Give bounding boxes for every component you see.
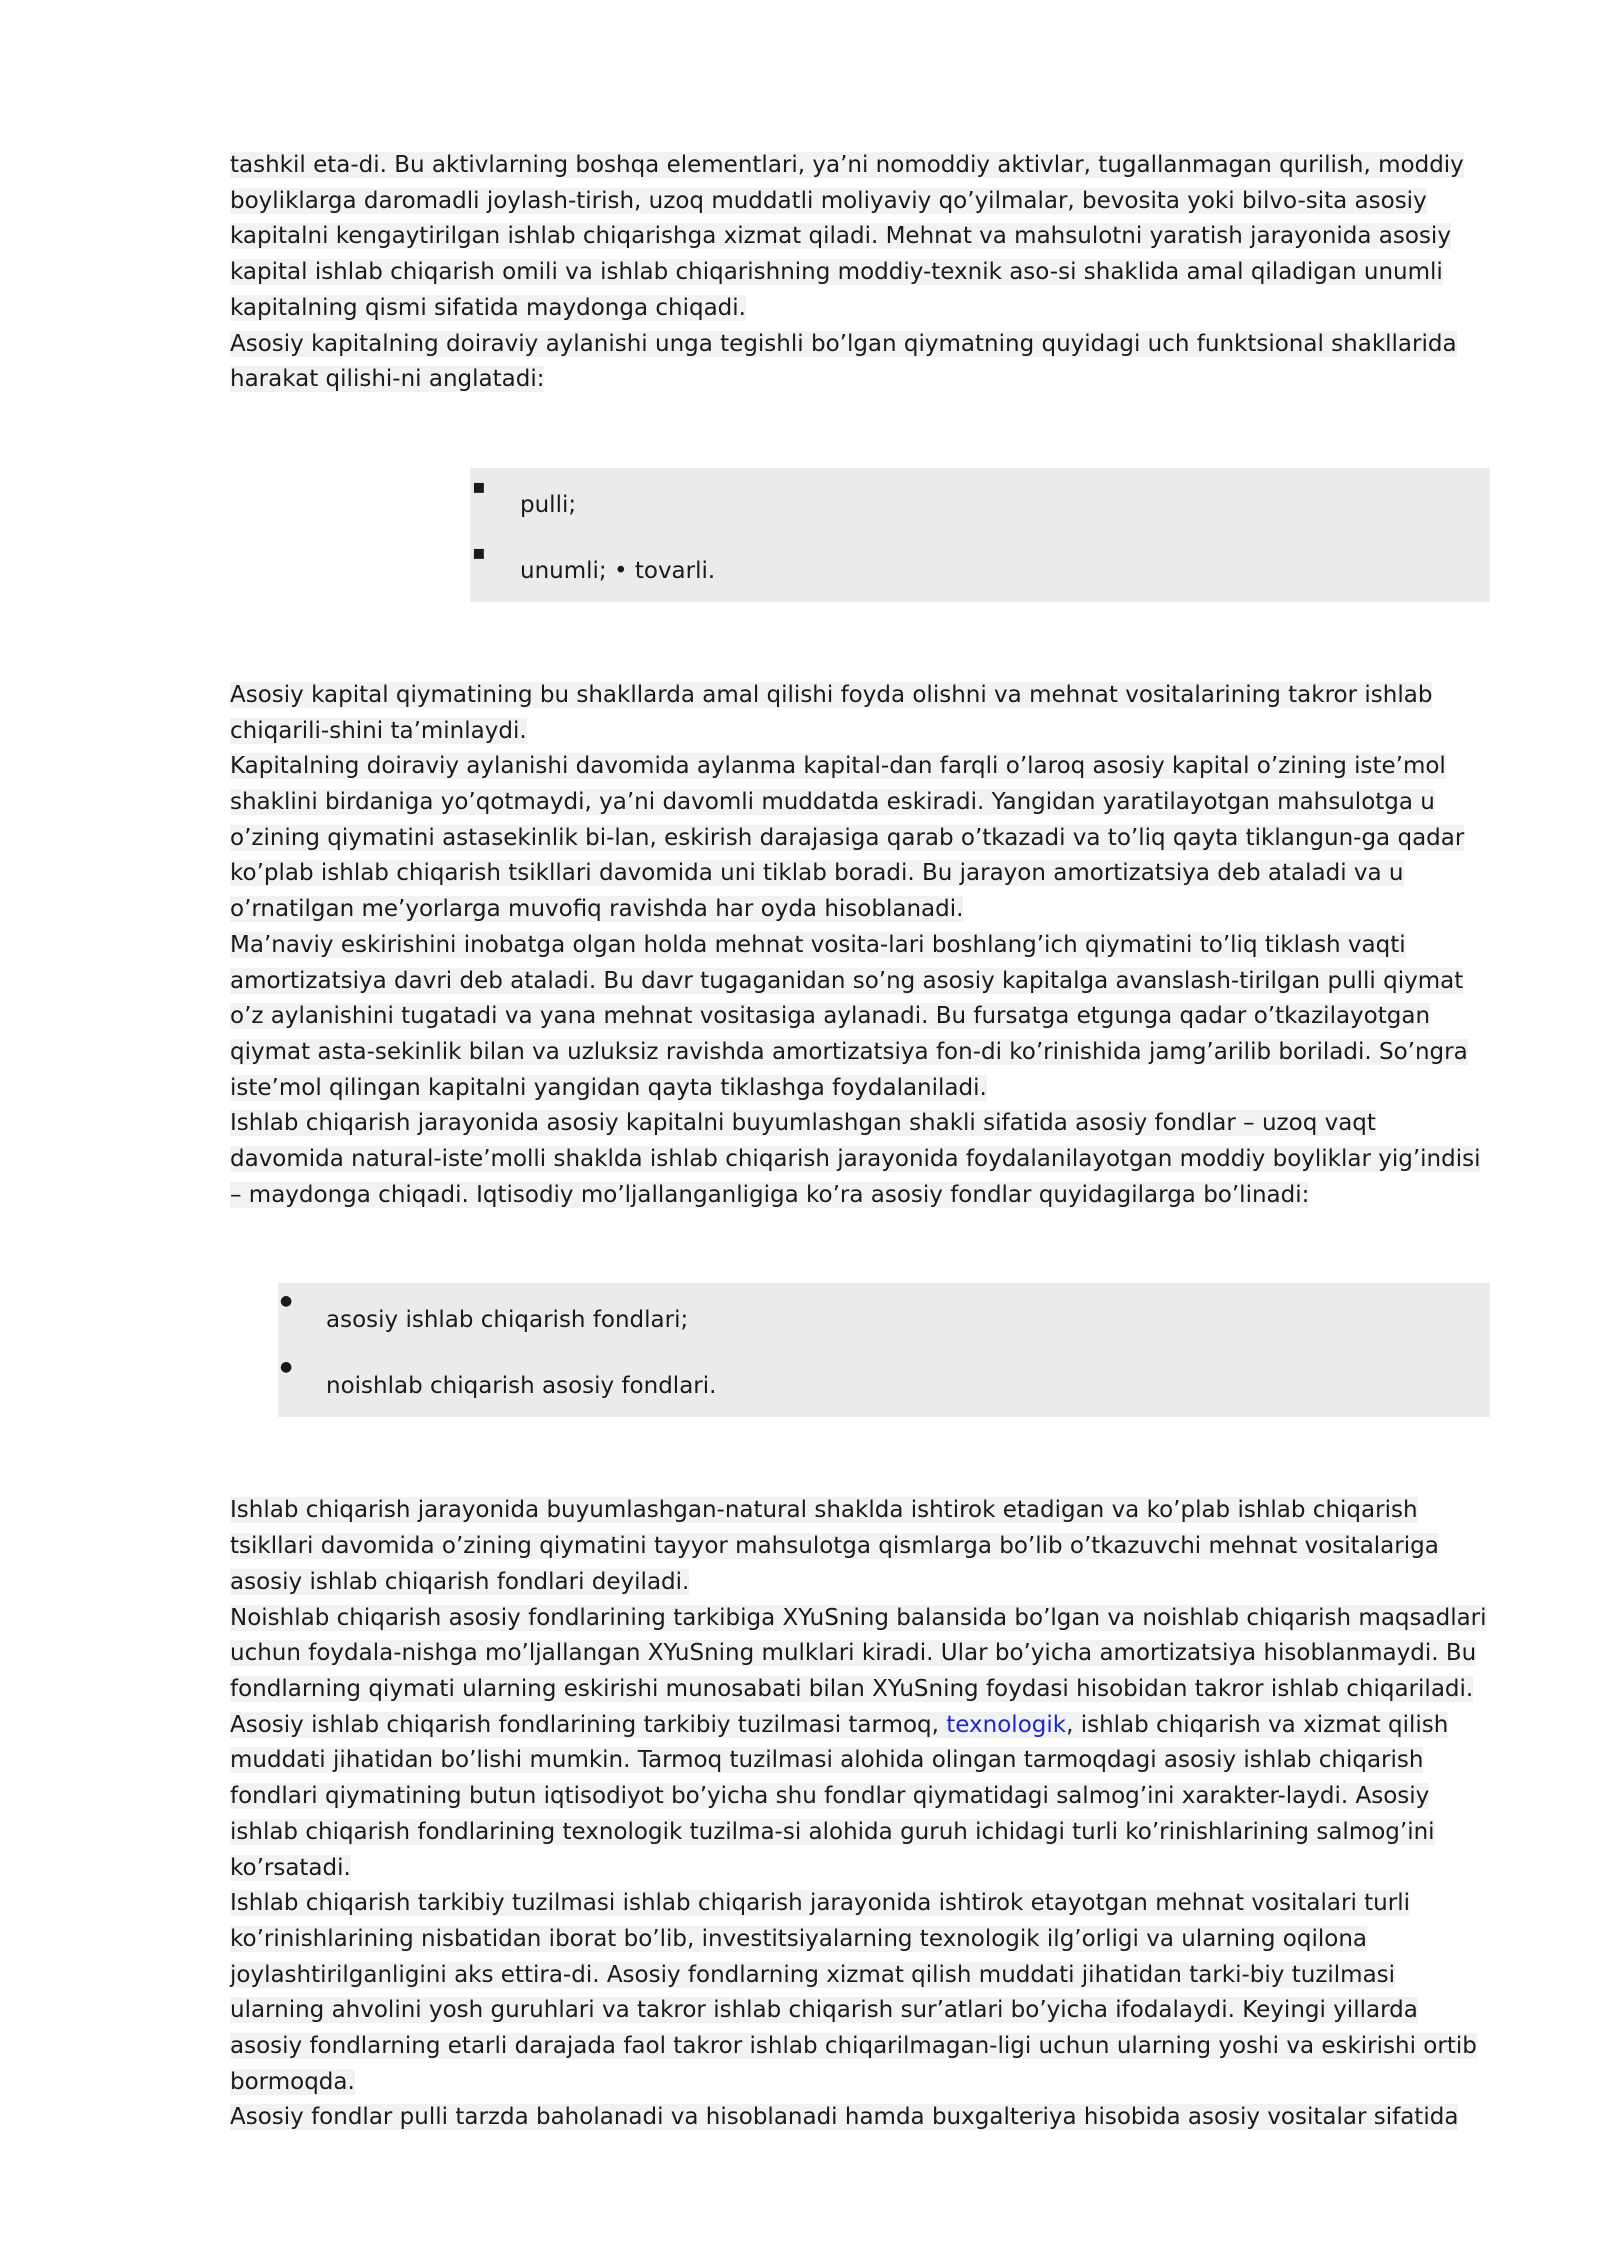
paragraph: Ishlab chiqarish jarayonida buyumlashgan-natural shaklda ishtirok etadigan va ko’plab ishlab chiqarish tsikllari davomida o’zining qiymatini tayyor mahsulotga qismlarga bo’lib o’tkazuvchi mehnat vositalariga asosiy ishlab chiqarish fondlari deyiladi. bbox=[230, 1497, 1439, 1595]
paragraph: Asosiy fondlar pulli tarzda baholanadi va hisoblanadi hamda buxgalteriya hisobida asosiy vositalar sifatida bbox=[230, 2104, 1459, 2131]
paragraph: Ma’naviy eskirishini inobatga olgan holda mehnat vosita-lari boshlang’ich qiymatini to’liq tiklash vaqti amortizatsiya davri deb ataladi. Bu davr tugaganidan so’ng asosiy kapitalga avanslash-tirilgan pulli qiymat o’z aylanishini tugatadi va yana mehnat vositasiga aylanadi. Bu fursatga etgunga qadar o’tkazilayotgan qiymat asta-sekinlik bilan va uzluksiz ravishda amortizatsiya fon-di ko’rinishida jamg’arilib boriladi. So’ngra iste’mol qilingan kapitalni yangidan qayta tiklashga foydalaniladi. bbox=[230, 931, 1468, 1101]
round-bullet-icon: ● bbox=[280, 1359, 293, 1376]
list-item: pulli; bbox=[520, 491, 577, 518]
list-item: noishlab chiqarish asosiy fondlari. bbox=[326, 1373, 717, 1400]
square-bullet-icon: ▪ bbox=[472, 473, 486, 498]
paragraph: Noishlab chiqarish asosiy fondlarining tarkibiga XYuSning balansida bo’lgan va noishlab chiqarish maqsadlari uchun foydala-nishga mo’ljallangan XYuSning mulklari kiradi. Ular bo’yicha amortizatsiya hisoblanmaydi. Bu fondlarning qiymati ularning eskirishi munosabati bilan XYuSning foydasi hisobidan takror ishlab chiqariladi. bbox=[230, 1604, 1487, 1702]
paragraph: Ishlab chiqarish tarkibiy tuzilmasi ishlab chiqarish jarayonida ishtirok etayotgan mehnat vositalari turli ko’rinishlarining nisbatidan iborat bo’lib, investitsiyalarning texnologik ilg’orligi va ularning oqilona joylashtirilganligini aks ettira-di. Asosiy fondlarning xizmat qilish muddati jihatidan tarki-biy tuzilmasi ularning ahvolini yosh guruhlari va takror ishlab chiqarish sur’atlari bo’yicha ifodalaydi. Keyingi yillarda asosiy fondlarning etarli darajada faol takror ishlab chiqarilmagan-ligi uchun ularning yoshi va eskirishi ortib bormoqda. bbox=[230, 1890, 1477, 2095]
paragraph: Ishlab chiqarish jarayonida asosiy kapitalni buyumlashgan shakli sifatida asosiy fondlar – uzoq vaqt davomida natural-iste’molli shaklda ishlab chiqarish jarayonida foydalanilayotgan moddiy boyliklar yig’indisi – maydonga chiqadi. Iqtisodiy mo’ljallanganligiga ko’ra asosiy fondlar quyidagilarga bo’linadi: bbox=[230, 1110, 1481, 1208]
document-body bbox=[230, 148, 1490, 2136]
paragraph: tashkil eta-di. Bu aktivlarning boshqa elementlari, ya’ni nomoddiy aktivlar, tugallanmagan qurilish, moddiy boyliklarga daromadli joylash-tirish, uzoq muddatli moliyaviy qo’yilmalar, bevosita yoki bilvo-sita asosiy kapitalni kengaytirilgan ishlab chiqarishga xizmat qiladi. Mehnat va mahsulotni yaratish jarayonida asosiy kapital ishlab chiqarish omili va ishlab chiqarishning moddiy-texnik aso-si shaklida amal qiladigan unumli kapitalning qismi sifatida maydonga chiqadi. bbox=[230, 152, 1464, 321]
paragraph: Kapitalning doiraviy aylanishi davomida aylanma kapital-dan farqli o’laroq asosiy kapital o’zining iste’mol shaklini birdaniga yo’qotmaydi, ya’ni davomli muddatda eskiradi. Yangidan yaratilayotgan mahsulotga u o’zining qiymatini astasekinlik bi-lan, eskirish darajasiga qarab o’tkazadi va to’liq qayta tiklangun-ga qadar ko’plab ishlab chiqarish tsikllari davomida uni tiklab boradi. Bu jarayon amortizatsiya deb ataladi va u o’rnatilgan me’yorlarga muvofiq ravishda har oyda hisoblanadi. bbox=[230, 753, 1465, 923]
list-item: asosiy ishlab chiqarish fondlari; bbox=[326, 1307, 689, 1334]
bullet-list-capital-forms bbox=[470, 468, 1490, 602]
round-bullet-icon: ● bbox=[280, 1293, 293, 1310]
texnologik-link[interactable]: texnologik bbox=[946, 1711, 1067, 1738]
paragraph: Asosiy kapitalning doiraviy aylanishi unga tegishli bo’lgan qiymatning quyidagi uch funktsional shakllarida harakat qilishi-ni anglatadi: bbox=[230, 330, 1457, 393]
square-bullet-icon: ▪ bbox=[472, 539, 486, 564]
list-item: unumli; • tovarli. bbox=[520, 557, 716, 584]
paragraph: Asosiy kapital qiymatining bu shakllarda amal qilishi foyda olishni va mehnat vositalarining takror ishlab chiqarili-shini ta’minlaydi. bbox=[230, 681, 1433, 744]
bullet-list-fund-types bbox=[278, 1283, 1490, 1417]
paragraph: Asosiy ishlab chiqarish fondlarining tarkibiy tuzilmasi tarmoq, texnologik, ishlab chiqarish va xizmat qilish muddati jihatidan bo’lishi mumkin. Tarmoq tuzilmasi alohida olingan tarmoqdagi asosiy ishlab chiqarish fondlari qiymatining butun iqtisodiyot bo’yicha shu fondlar qiymatidagi salmog’ini xarakter-laydi. Asosiy ishlab chiqarish fondlarining texnologik tuzilma-si alohida guruh ichidagi turli ko’rinishlarining salmog’ini ko’rsatadi. bbox=[230, 1711, 1449, 1881]
